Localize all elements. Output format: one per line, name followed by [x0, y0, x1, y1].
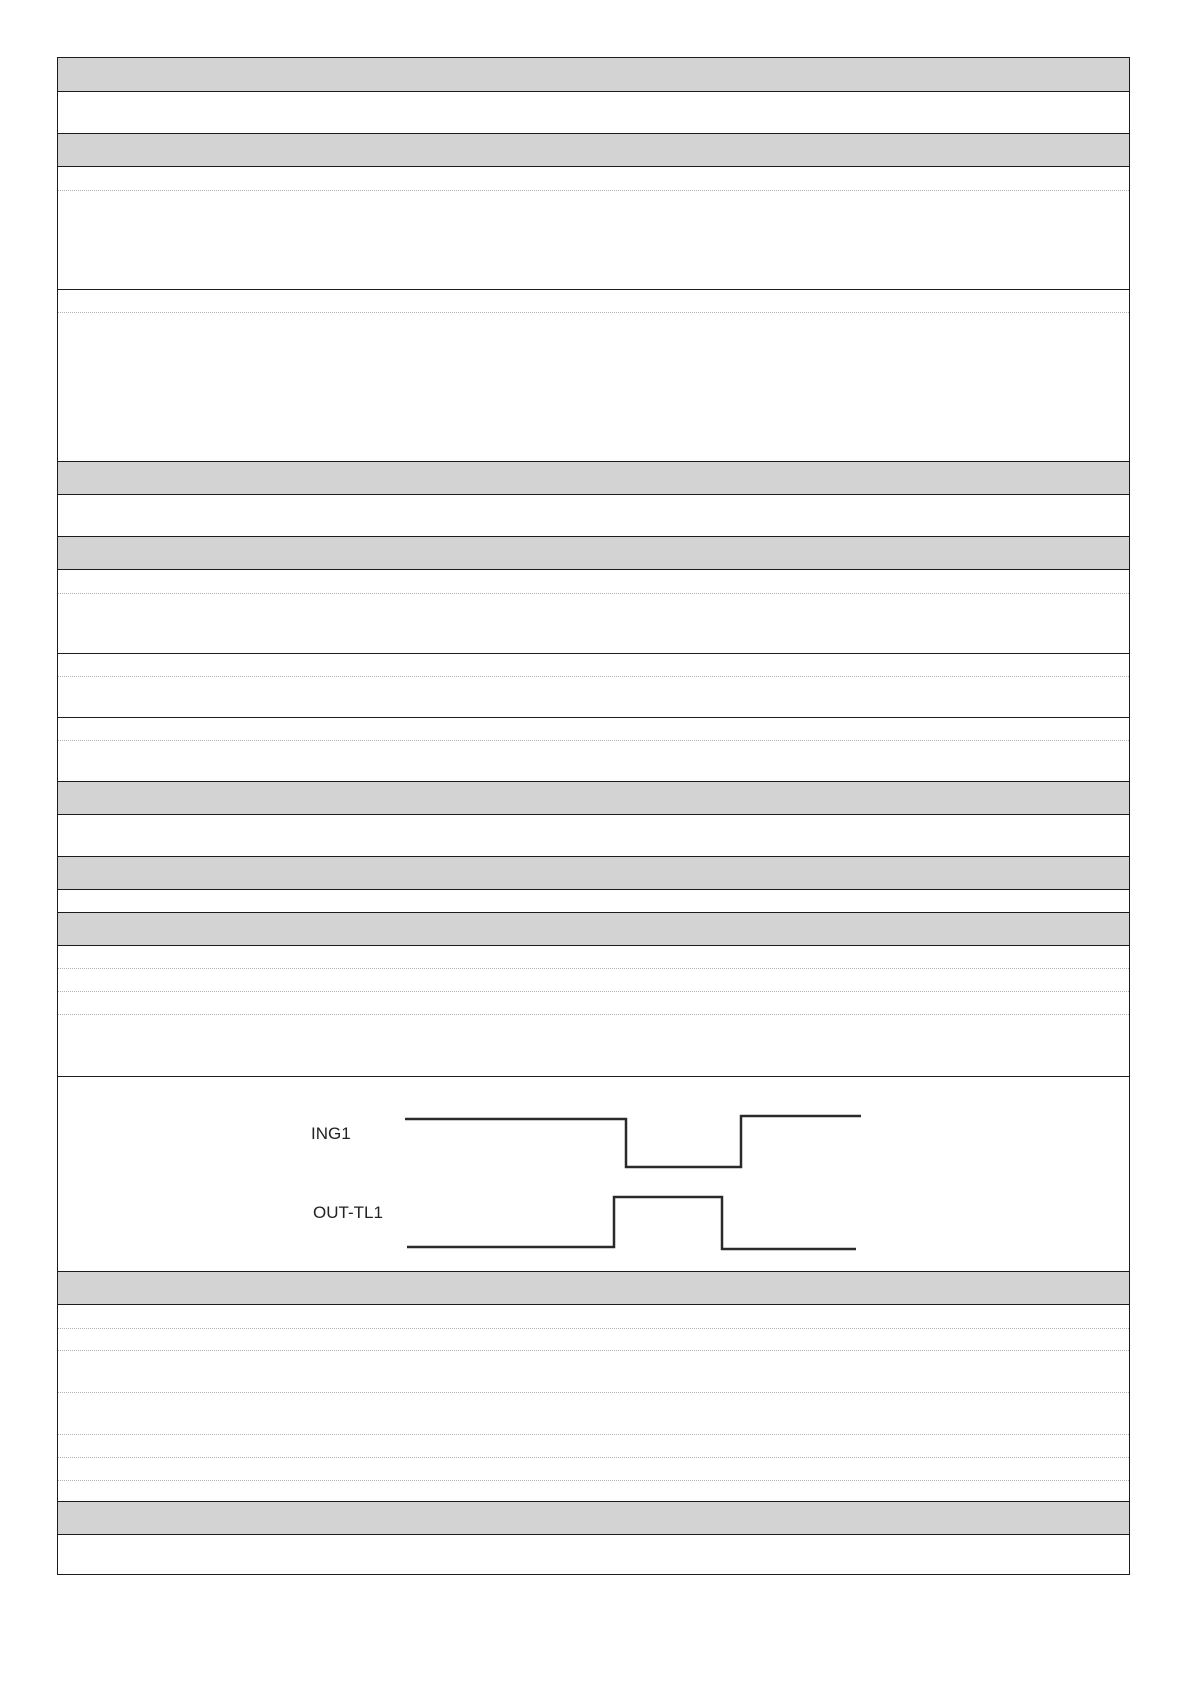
- document-form-table: [57, 57, 1130, 1575]
- cell-border: [58, 653, 1129, 654]
- cell-border: [58, 289, 1129, 290]
- section-header-bar: [58, 461, 1129, 495]
- row-divider: [58, 676, 1129, 677]
- row-divider: [58, 1480, 1129, 1481]
- row-divider: [58, 1350, 1129, 1351]
- row-divider: [58, 593, 1129, 594]
- signal-label-ing1: ING1: [311, 1124, 351, 1143]
- row-divider: [58, 968, 1129, 969]
- section-header-bar: [58, 912, 1129, 946]
- row-divider: [58, 1014, 1129, 1015]
- row-divider: [58, 312, 1129, 313]
- ing1-waveform: [405, 1116, 861, 1167]
- cell-border: [58, 717, 1129, 718]
- section-header-bar: [58, 1271, 1129, 1305]
- section-header-bar: [58, 781, 1129, 815]
- timing-diagram: [58, 1098, 1131, 1290]
- row-divider: [58, 1392, 1129, 1393]
- section-header-bar: [58, 1501, 1129, 1535]
- out-tl1-waveform: [407, 1197, 856, 1249]
- row-divider: [58, 1434, 1129, 1435]
- signal-label-out-tl1: OUT-TL1: [313, 1203, 383, 1222]
- cell-border: [58, 1076, 1129, 1077]
- row-divider: [58, 1457, 1129, 1458]
- section-header-bar: [58, 536, 1129, 570]
- section-header-bar: [58, 856, 1129, 890]
- row-divider: [58, 991, 1129, 992]
- row-divider: [58, 1328, 1129, 1329]
- section-header-bar: [58, 58, 1129, 92]
- row-divider: [58, 190, 1129, 191]
- section-header-bar: [58, 133, 1129, 167]
- row-divider: [58, 740, 1129, 741]
